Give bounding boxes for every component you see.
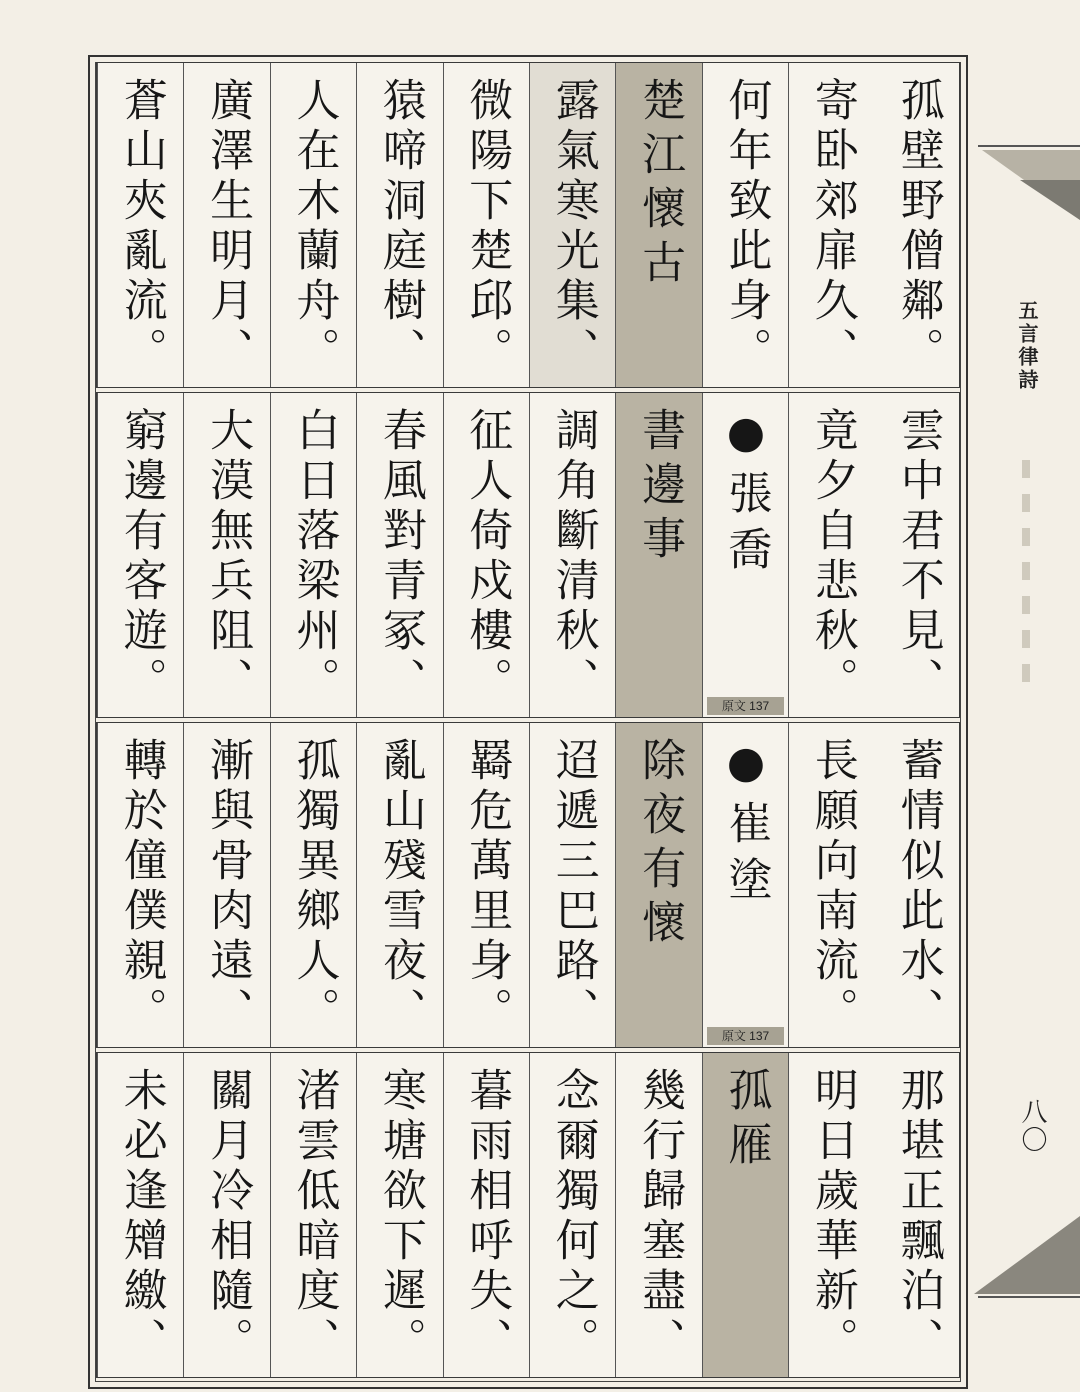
poem-title-column <box>615 723 701 1047</box>
verse-column <box>615 1053 701 1377</box>
verse-line: 那堪正飄泊、 <box>892 1067 944 1367</box>
verse-column <box>97 723 183 1047</box>
verse-column <box>443 63 529 387</box>
verse-column <box>443 1053 529 1377</box>
verse-line: 竟夕自悲秋。 <box>806 407 858 707</box>
verse-column <box>356 63 442 387</box>
verse-column <box>529 723 615 1047</box>
verse-column <box>788 63 874 387</box>
verse-line: 暮雨相呼失、 <box>461 1067 513 1367</box>
verse-column <box>443 393 529 717</box>
verse-column <box>356 723 442 1047</box>
verse-line: 關月冷相隨。 <box>202 1067 254 1367</box>
verse-line: 蒼山夾亂流。 <box>115 77 167 377</box>
verse-line: 雲中君不見、 <box>892 407 944 707</box>
verse-line: 猿啼洞庭樹、 <box>374 77 426 377</box>
verse-line: 迢遞三巴路、 <box>547 737 599 1037</box>
corner-triangle-top-dark <box>1020 180 1080 220</box>
verse-line: 白日落梁州。 <box>288 407 340 707</box>
band-3 <box>96 722 960 1048</box>
author-column <box>702 723 788 1047</box>
verse-column <box>443 723 529 1047</box>
source-reference-tag: 原文 137 <box>707 697 784 715</box>
band-4 <box>96 1052 960 1378</box>
verse-line: 人在木蘭舟。 <box>288 77 340 377</box>
poem-title-column <box>702 1053 788 1377</box>
verse-column <box>183 393 269 717</box>
verse-line: 未必逢矰繳、 <box>115 1067 167 1367</box>
poem-title: 除夜有懷 <box>634 737 686 953</box>
verse-column <box>875 1053 961 1377</box>
verse-column <box>529 393 615 717</box>
verse-column <box>270 393 356 717</box>
verse-column <box>270 723 356 1047</box>
verse-line: 渚雲低暗度、 <box>288 1067 340 1367</box>
verse-column <box>702 63 788 387</box>
bleed-through-marks <box>1022 460 1030 690</box>
verse-column <box>183 723 269 1047</box>
verse-line: 調角斷清秋、 <box>547 407 599 707</box>
verse-column <box>356 1053 442 1377</box>
band-2 <box>96 392 960 718</box>
margin-rule-bottom <box>978 1296 1080 1298</box>
verse-line: 微陽下楚邱。 <box>461 77 513 377</box>
margin-rule-top <box>978 145 1080 147</box>
verse-line: 露氣寒光集、 <box>547 77 599 377</box>
author-name: ●張喬 <box>720 407 772 582</box>
verse-column <box>788 723 874 1047</box>
verse-column <box>356 393 442 717</box>
source-reference-tag: 原文 137 <box>707 1027 784 1045</box>
verse-column <box>270 63 356 387</box>
poem-title-column <box>615 63 701 387</box>
verse-line: 寒塘欲下遲。 <box>374 1067 426 1367</box>
verse-line: 征人倚戍樓。 <box>461 407 513 707</box>
poem-title: 孤雁 <box>720 1067 772 1175</box>
verse-column <box>875 723 961 1047</box>
verse-line: 明日歲華新。 <box>806 1067 858 1367</box>
verse-line: 何年致此身。 <box>720 77 772 377</box>
poem-title: 楚江懷古 <box>634 77 686 293</box>
verse-line: 孤壁野僧鄰。 <box>892 77 944 377</box>
verse-column <box>788 1053 874 1377</box>
page-number: 八〇 <box>1017 1098 1047 1154</box>
verse-line: 幾行歸塞盡、 <box>634 1067 686 1367</box>
author-column <box>702 393 788 717</box>
verse-line: 春風對青冢、 <box>374 407 426 707</box>
verse-column <box>97 63 183 387</box>
verse-column <box>788 393 874 717</box>
section-label: 五言律詩 <box>1015 300 1037 392</box>
verse-line: 孤獨異鄉人。 <box>288 737 340 1037</box>
verse-column <box>97 393 183 717</box>
verse-line: 長願向南流。 <box>806 737 858 1037</box>
verse-line: 轉於僮僕親。 <box>115 737 167 1037</box>
verse-line: 蓄情似此水、 <box>892 737 944 1037</box>
verse-line: 廣澤生明月、 <box>202 77 254 377</box>
verse-column <box>270 1053 356 1377</box>
verse-column <box>529 63 615 387</box>
verse-line: 羇危萬里身。 <box>461 737 513 1037</box>
verse-column <box>183 63 269 387</box>
verse-line: 漸與骨肉遠、 <box>202 737 254 1037</box>
verse-column <box>875 63 961 387</box>
verse-line: 窮邊有客遊。 <box>115 407 167 707</box>
verse-line: 寄卧郊扉久、 <box>806 77 858 377</box>
band-1 <box>96 62 960 388</box>
author-name: ●崔塗 <box>720 737 772 912</box>
verse-column <box>875 393 961 717</box>
verse-line: 亂山殘雪夜、 <box>374 737 426 1037</box>
poem-title: 書邊事 <box>634 407 686 569</box>
corner-triangle-bottom <box>974 1216 1080 1294</box>
verse-line: 念爾獨何之。 <box>547 1067 599 1367</box>
verse-column <box>97 1053 183 1377</box>
poem-title-column <box>615 393 701 717</box>
verse-line: 大漠無兵阻、 <box>202 407 254 707</box>
verse-column <box>529 1053 615 1377</box>
verse-column <box>183 1053 269 1377</box>
